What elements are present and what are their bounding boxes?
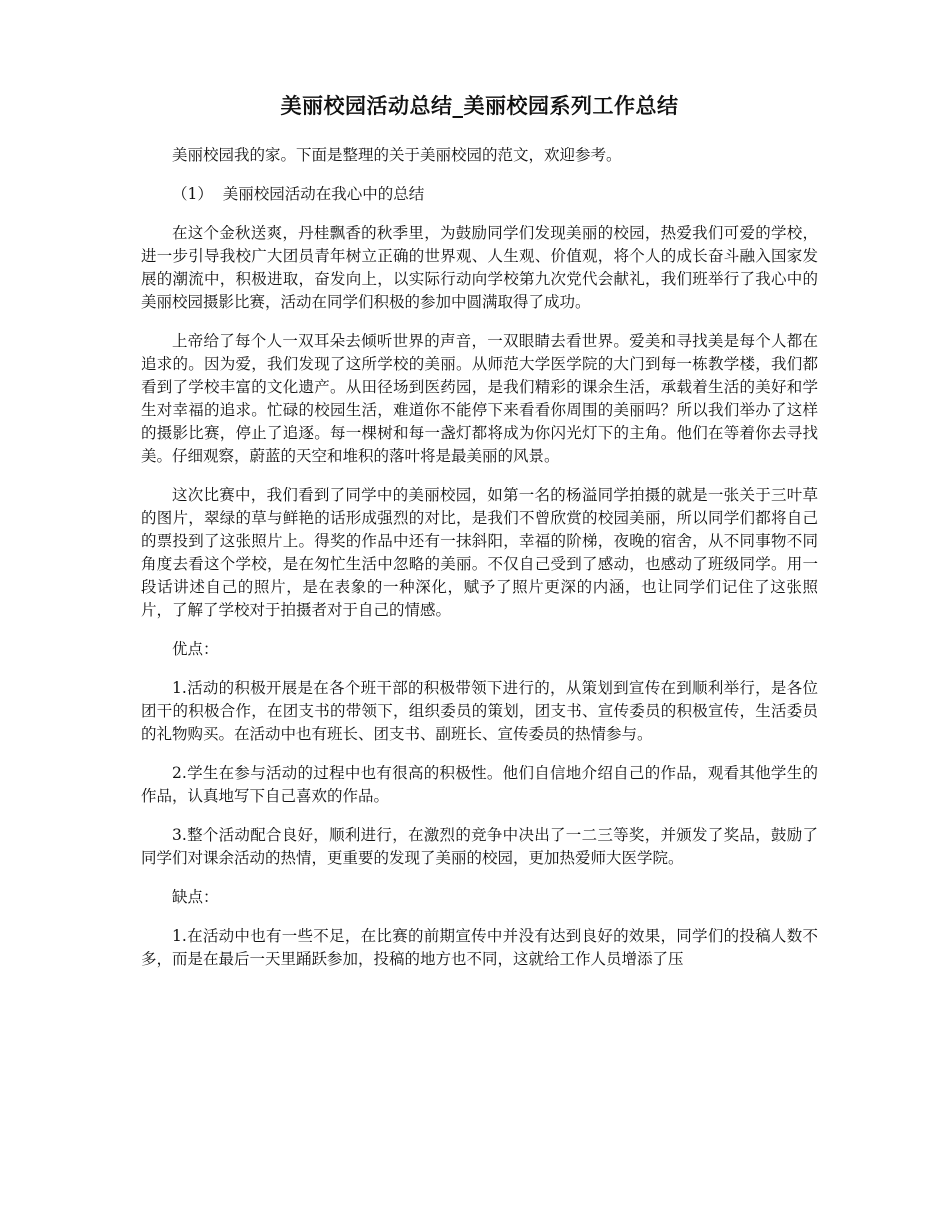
document-title: 美丽校园活动总结_美丽校园系列工作总结 [280,93,679,118]
advantage-item: 2.学生在参与活动的过程中也有很高的积极性。他们自信地介绍自己的作品，观看其他学生的作品，认真地写下自己喜欢的作品。 [141,764,818,805]
advantage-item: 3.整个活动配合良好，顺利进行，在激烈的竞争中决出了一二三等奖，并颁发了奖品，鼓励了同学们对课余活动的热情，更重要的发现了美丽的校园，更加热爱师大医学院。 [141,826,818,867]
intro-paragraph: 美丽校园我的家。下面是整理的关于美丽校园的范文，欢迎参考。 [172,146,622,164]
advantages-label: 优点： [172,640,219,658]
body-paragraph: 在这个金秋送爽，丹桂飘香的秋季里，为鼓励同学们发现美丽的校园，热爱我们可爱的学校，进一步引导我校广大团员青年树立正确的世界观、人生观、价值观，将个人的成长奋斗融入国家发展的潮流中，积极进取，奋发向上，以实际行动向学校第九次党代会献礼，我们班举行了我心中的美丽校园摄影比赛，活动在同学们积极的参加中圆满取得了成功。 [141,224,818,311]
advantage-item: 1.活动的积极开展是在各个班干部的积极带领下进行的，从策划到宣传在到顺利举行，是各位团干的积极合作，在团支书的带领下，组织委员的策划，团支书、宣传委员的积极宣传，生活委员的礼物购买。在活动中也有班长、团支书、副班长、宣传委员的热情参与。 [141,679,818,743]
disadvantage-item: 1.在活动中也有一些不足，在比赛的前期宣传中并没有达到良好的效果，同学们的投稿人数不多，而是在最后一天里踊跃参加，投稿的地方也不同，这就给工作人员增添了压 [141,927,818,968]
disadvantages-label: 缺点： [172,888,219,906]
body-paragraph: 上帝给了每个人一双耳朵去倾听世界的声音，一双眼睛去看世界。爱美和寻找美是每个人都在追求的。因为爱，我们发现了这所学校的美丽。从师范大学医学院的大门到每一栋教学楼，我们都看到了学校丰富的文化遗产。从田径场到医药园，是我们精彩的课余生活，承载着生活的美好和学生对幸福的追求。忙碌的校园生活，难道你不能停下来看看你周围的美丽吗？所以我们举办了这样的摄影比赛，停止了追逐。每一棵树和每一盏灯都将成为你闪光灯下的主角。他们在等着你去寻找美。仔细观察，蔚蓝的天空和堆积的落叶将是最美丽的风景。 [141,332,818,465]
section-heading: （1） 美丽校园活动在我心中的总结 [172,185,425,203]
body-paragraph: 这次比赛中，我们看到了同学中的美丽校园，如第一名的杨溢同学拍摄的就是一张关于三叶草的图片，翠绿的草与鲜艳的话形成强烈的对比，是我们不曾欣赏的校园美丽，所以同学们都将自己的票投到了这张照片上。得奖的作品中还有一抹斜阳，幸福的阶梯，夜晚的宿舍，从不同事物不同角度去看这个学校，是在匆忙生活中忽略的美丽。不仅自己受到了感动，也感动了班级同学。用一段话讲述自己的照片，是在表象的一种深化，赋予了照片更深的内涵，也让同学们记住了这张照片，了解了学校对于拍摄者对于自己的情感。 [141,486,818,619]
document-page [141,90,818,987]
